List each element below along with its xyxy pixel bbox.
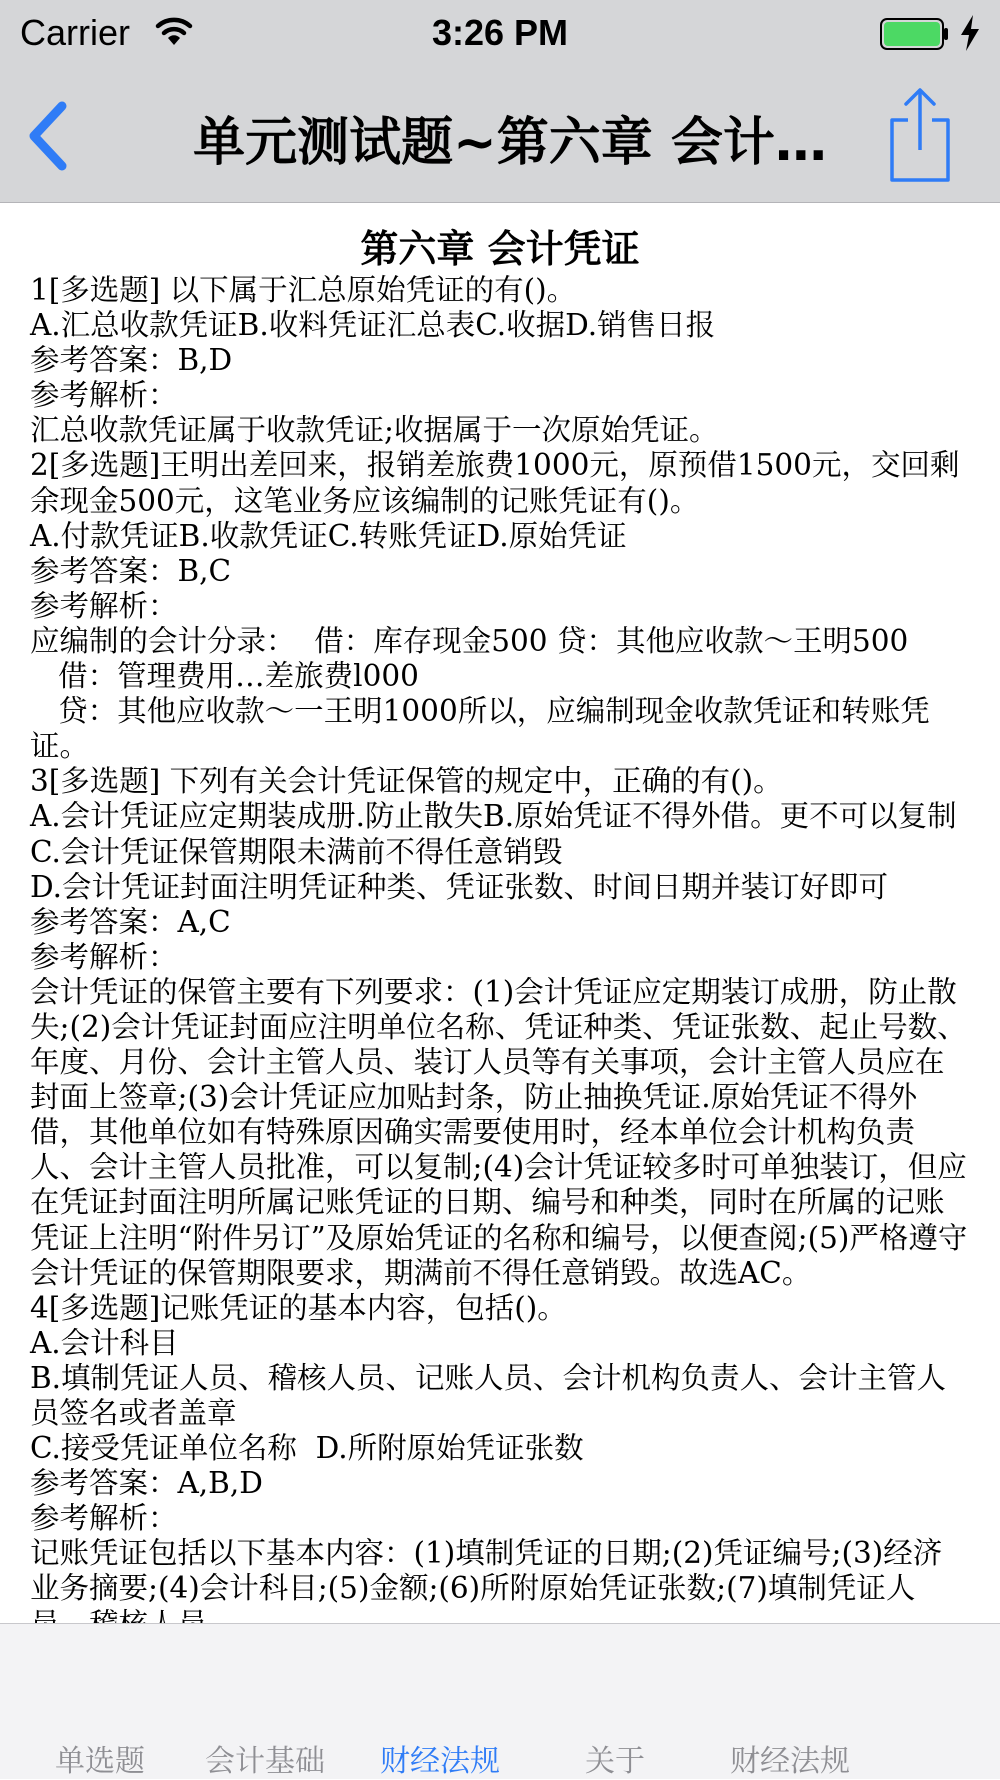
document-title: 第六章 会计凭证 bbox=[360, 227, 640, 271]
document-line: 参考答案：B,C bbox=[30, 553, 232, 588]
carrier-label: Carrier bbox=[20, 12, 131, 53]
document-line: 参考解析： bbox=[30, 588, 178, 623]
document-line: 参考解析： bbox=[30, 1501, 178, 1536]
clock: 3:26 PM bbox=[431, 12, 569, 53]
tab-item[interactable]: 财经法规 bbox=[380, 1744, 500, 1779]
navigation-bar bbox=[0, 66, 1000, 203]
tab-item[interactable]: 会计基础 bbox=[205, 1744, 325, 1779]
battery-icon bbox=[880, 18, 950, 50]
document-line: A.会计科目 bbox=[30, 1325, 179, 1360]
document-line: 4[多选题]记账凭证的基本内容，包括()。 bbox=[30, 1290, 567, 1325]
document-line: 参考解析： bbox=[30, 939, 178, 974]
document-line: A.会计凭证应定期装成册.防止散失B.原始凭证不得外借。更不可以复制 bbox=[30, 799, 957, 834]
document-line: 借：管理费用…差旅费l000 bbox=[30, 659, 419, 694]
document-line: 参考答案：B,D bbox=[30, 343, 233, 378]
document-line: A.汇总收款凭证B.收料凭证汇总表C.收据D.销售日报 bbox=[30, 308, 716, 343]
tab-item[interactable]: 单选题 bbox=[55, 1744, 145, 1779]
back-button[interactable] bbox=[20, 96, 90, 176]
document-line: 参考答案：A,B,D bbox=[30, 1466, 263, 1501]
page-title: 单元测试题~第六章 会计… bbox=[193, 113, 827, 173]
document-line: 1[多选题] 以下属于汇总原始凭证的有()。 bbox=[30, 273, 577, 307]
chevron-left-icon bbox=[34, 106, 62, 166]
document-line: 2[多选题]王明出差回来，报销差旅费1000元，原预借1500元，交回剩余现金500元，这笔业务应该编制的记账凭证有()。 bbox=[30, 448, 960, 518]
document-line: 应编制的会计分录： 借：库存现金500 贷：其他应收款～王明500 bbox=[30, 623, 909, 658]
tab-item[interactable]: 财经法规 bbox=[730, 1744, 850, 1779]
document-line: B.填制凭证人员、稽核人员、记账人员、会计机构负责人、会计主管人员签名或者盖章 bbox=[30, 1360, 947, 1430]
document-line: 贷：其他应收款～一王明1000所以，应编制现金收款凭证和转账凭证。 bbox=[30, 694, 930, 764]
document-body bbox=[30, 273, 970, 1642]
document-line: 参考解析： bbox=[30, 378, 178, 413]
document-line: D.会计凭证封面注明凭证种类、凭证张数、时间日期并装订好即可 bbox=[30, 869, 888, 904]
charging-bolt-icon bbox=[958, 14, 982, 52]
document-view[interactable] bbox=[0, 203, 1000, 1623]
document-line: 3[多选题] 下列有关会计凭证保管的规定中，正确的有()。 bbox=[30, 764, 783, 799]
document-line: 汇总收款凭证属于收款凭证;收据属于一次原始凭证。 bbox=[30, 413, 719, 448]
document-line: C.接受凭证单位名称 D.所附原始凭证张数 bbox=[30, 1431, 584, 1466]
share-icon bbox=[892, 90, 948, 180]
document-line: 会计凭证的保管主要有下列要求：(1)会计凭证应定期装订成册，防止散失;(2)会计凭证封面应注明单位名称、凭证种类、凭证张数、起止号数、年度、月份、会计主管人员、装订人员等有关事项，会计主管人员应在封面上签章;(3)会计凭证应加贴封条，防止抽换凭证.原始凭证不得外借，其他单位如有特殊原因确实需要使用时，经本单位会计机构负责人、会计主管人员批准，可以复制;(4)会计凭证较多时可单独装订，但应在凭证封面注明所属记账凭证的日期、编号和种类，同时在所属的记账凭证上注明“附件另订”及原始凭证的名称和编号，以便查阅;(5)严格遵守会计凭证的保管期限要求，期满前不得任意销毁。故选AC。 bbox=[30, 974, 968, 1290]
tab-bar bbox=[0, 1623, 1000, 1779]
tab-item[interactable]: 关于 bbox=[585, 1744, 645, 1779]
share-button[interactable] bbox=[880, 84, 960, 184]
document-line: 记账凭证包括以下基本内容：(1)填制凭证的日期;(2)凭证编号;(3)经济业务摘要;(4)会计科目;(5)金额;(6)所附原始凭证张数;(7)填制凭证人 bbox=[30, 1536, 943, 1606]
status-bar bbox=[0, 0, 1000, 66]
document-line: 参考答案：A,C bbox=[30, 904, 231, 939]
document-line: C.会计凭证保管期限未满前不得任意销毁 bbox=[30, 834, 563, 869]
document-line: A.付款凭证B.收款凭证C.转账凭证D.原始凭证 bbox=[30, 518, 627, 553]
